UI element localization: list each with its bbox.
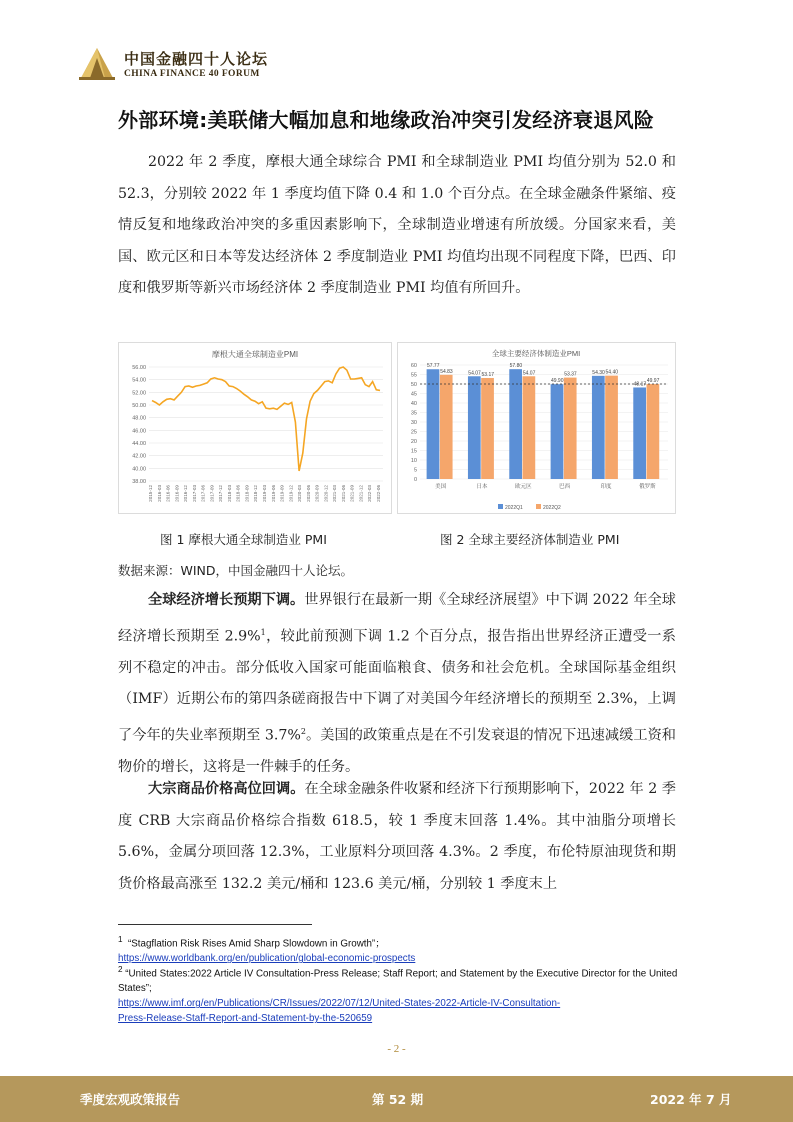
chart2-data-label: 53.37 — [564, 371, 577, 378]
chart2-ytick-label: 45 — [410, 391, 417, 398]
chart1-ytick-label: 52.00 — [132, 390, 146, 397]
section-title: 外部环境:美联储大幅加息和地缘政治冲突引发经济衰退风险 — [118, 108, 655, 132]
chart1-xtick-label: 2019-12 — [288, 485, 294, 502]
org-name-en: CHINA FINANCE 40 FORUM — [124, 69, 260, 79]
chart2-ytick-label: 0 — [413, 477, 417, 483]
footnote-2-link[interactable]: https://www.imf.org/en/Publications/CR/Issues/2022/07/12/United-States-2022-Article-IV-Consultation- Press-Release-Staff-Report-and-Statement-by-the-520659 — [118, 998, 561, 1025]
chart2-ytick-label: 5 — [413, 467, 417, 474]
chart2-category-label: 巴西 — [559, 484, 571, 490]
chart2-data-label: 54.40 — [605, 369, 619, 376]
chart1-xtick-label: 2016-03 — [156, 485, 162, 502]
chart1-xtick-label: 2015-12 — [148, 485, 153, 502]
paragraph-lead-commodities: 大宗商品价格高位回调。 — [148, 781, 305, 797]
chart1-ytick-label: 44.00 — [132, 441, 146, 447]
chart2-category-label: 俄罗斯 — [639, 484, 656, 490]
chart2-data-label: 54.07 — [468, 370, 481, 377]
chart2-bar-2022Q1 — [427, 369, 440, 479]
footer-issue: 第 52 期 — [372, 1092, 424, 1107]
paragraph-growth-outlook: 全球经济增长预期下调。世界银行在最新一期《全球经济展望》中下调 2022 年全球经济增长预期至 2.9%$^1$，较此前预测下调 1.2 个百分点，报告指出世界经济正遭受一系列不稳定的冲击。部分低收入国家可能面临粮食、债务和社会危机。全球国际基金组织（IMF）近期公布的第四条磋商报告中下调了对美国今年经济增长的预期至 2.3%，上调了今年的失业率预期至 3.7%$^2$。美国的政策重点是在不引发衰退的情况下迅速减缓工资和物价的增长，这将是一件棘手的任务。 — [118, 592, 676, 775]
chart2-bar-2022Q2 — [440, 375, 453, 479]
paragraph-lead-growth: 全球经济增长预期下调。 — [148, 592, 305, 608]
footnote-1: $^1$ “Stagflation Risk Rises Amid Sharp Slowdown in Growth”； https://www.worldbank.org/en/publication/global-economic-prospects — [118, 935, 416, 965]
chart2-ytick-label: 35 — [410, 410, 417, 417]
org-name-cn: 中国金融四十人论坛 — [124, 50, 269, 68]
chart1-ytick-label: 42.00 — [132, 453, 146, 460]
chart1-xtick-label: 2021-12 — [358, 485, 364, 502]
chart2-ytick-label: 30 — [410, 420, 417, 426]
chart2-data-label: 49.97 — [646, 378, 660, 385]
chart2-category-label: 印度 — [600, 484, 612, 490]
chart2-data-label: 49.90 — [550, 378, 564, 385]
chart2-bar-2022Q2 — [605, 376, 618, 479]
chart2-ytick-label: 25 — [410, 429, 417, 436]
forum-logo-icon — [78, 44, 116, 82]
chart2-ytick-label: 20 — [410, 439, 417, 445]
paragraph-pmi-overview: 2022 年 2 季度，摩根大通全球综合 PMI 和全球制造业 PMI 均值分别为 52.0 和 52.3，分别较 2022 年 1 季度均值下降 0.4 和 1.0 个百分点。在全球金融条件紧缩、疫情反复和地缘政治冲突的多重因素影响下，全球制造业增速有所放缓。分国家来看，美国、欧元区和日本等发达经济体 2 季度制造业 PMI 均值均出现不同程度下降，巴西、印度和俄罗斯等新兴市场经济体 2 季度制造业 PMI 均值有所回升。 — [118, 154, 676, 296]
chart2-bar-2022Q1 — [633, 387, 646, 479]
chart1-xtick-label: 2022-06 — [376, 485, 381, 502]
page-footer — [0, 1076, 793, 1122]
chart2-data-label: 48.17 — [633, 381, 647, 388]
chart2-ytick-label: 10 — [410, 458, 417, 464]
chart2-bar-2022Q2 — [564, 378, 577, 479]
legend-swatch-q2 — [536, 504, 541, 509]
chart2-title: 全球主要经济体制造业PMI — [491, 349, 581, 358]
chart1-xtick-label: 2020-12 — [323, 485, 329, 502]
footnote-divider — [118, 924, 312, 925]
chart1-xtick-label: 2016-12 — [183, 485, 189, 502]
chart1-xtick-label: 2016-06 — [165, 485, 171, 502]
jpm-global-pmi-line-chart — [118, 342, 392, 514]
chart2-ytick-label: 40 — [410, 401, 417, 407]
chart1-xtick-label: 2017-09 — [209, 485, 215, 502]
chart2-bar-2022Q1 — [509, 369, 522, 479]
chart1-xtick-label: 2020-06 — [305, 485, 311, 502]
figure1-caption: 图 1 摩根大通全球制造业 PMI — [160, 532, 327, 547]
chart1-xtick-label: 2016-09 — [174, 485, 180, 502]
chart1-xtick-label: 2018-06 — [235, 485, 241, 502]
chart2-data-label: 57.80 — [509, 363, 523, 370]
chart2-data-label: 53.17 — [481, 371, 495, 378]
chart1-xtick-label: 2021-06 — [340, 485, 346, 502]
chart1-series-line — [152, 367, 380, 471]
chart2-data-label: 54.83 — [440, 368, 453, 375]
legend-label-q2: 2022Q2 — [543, 505, 561, 511]
chart1-ytick-label: 48.00 — [132, 415, 146, 422]
chart1-xtick-label: 2019-09 — [279, 485, 285, 502]
chart1-ytick-label: 54.00 — [132, 377, 146, 384]
chart1-xtick-label: 2022-03 — [367, 485, 373, 502]
chart2-legend — [498, 504, 561, 511]
figure2-caption: 图 2 全球主要经济体制造业 PMI — [440, 532, 620, 547]
chart1-xtick-label: 2018-03 — [226, 485, 232, 502]
chart2-ytick-label: 60 — [410, 363, 417, 369]
chart2-bar-2022Q2 — [647, 384, 660, 479]
chart1-title: 摩根大通全球制造业PMI — [211, 350, 299, 359]
chart2-ytick-label: 50 — [410, 382, 417, 388]
chart2-data-label: 54.30 — [592, 369, 605, 376]
chart1-xtick-label: 2017-12 — [218, 485, 224, 502]
chart2-category-label: 日本 — [476, 484, 488, 490]
chart2-bar-2022Q2 — [523, 376, 536, 479]
page-number: - 2 - — [387, 1043, 406, 1055]
chart2-bar-2022Q1 — [551, 384, 564, 479]
chart1-xtick-label: 2021-03 — [332, 485, 338, 502]
data-source: 数据来源：WIND，中国金融四十人论坛。 — [118, 563, 354, 578]
chart2-category-label: 美国 — [435, 484, 447, 490]
legend-swatch-q1 — [498, 504, 503, 509]
chart2-bar-2022Q1 — [592, 376, 605, 479]
chart1-xtick-label: 2020-03 — [297, 485, 303, 502]
chart1-ytick-label: 56.00 — [132, 365, 146, 371]
chart1-xtick-label: 2019-03 — [262, 485, 267, 502]
chart2-bar-2022Q2 — [481, 378, 494, 479]
footnote-2: $^2$ “United States:2022 Article IV Consultation-Press Release; Staff Report; and Statement by the Executive Director for the United States”; https://www.imf.org/en/Publications/CR/Issues/2022/07/12/United-States-2022-Article-IV-Consultation- Press-Release-Staff-Report-and-Statement-by-the-520659 — [118, 965, 678, 1025]
chart1-ytick-label: 38.00 — [132, 479, 146, 485]
footnote-ref-1[interactable]: 1 — [260, 627, 266, 637]
chart1-xtick-label: 2018-12 — [253, 485, 259, 502]
legend-label-q1: 2022Q1 — [505, 505, 523, 511]
chart1-xtick-label: 2021-09 — [349, 485, 355, 502]
chart1-ytick-label: 50.00 — [132, 403, 146, 409]
chart1-ytick-label: 40.00 — [132, 466, 146, 473]
chart1-ytick-label: 46.00 — [132, 428, 146, 435]
footnote-ref-2[interactable]: 2 — [300, 726, 306, 736]
chart1-xtick-label: 2017-06 — [200, 485, 206, 502]
chart2-data-label: 54.07 — [522, 370, 536, 377]
footnote-1-link[interactable]: https://www.worldbank.org/en/publication/global-economic-prospects — [118, 953, 416, 965]
chart1-xtick-label: 2017-03 — [191, 485, 197, 502]
chart1-xtick-label: 2020-09 — [314, 485, 320, 502]
major-economies-pmi-bar-chart — [397, 342, 676, 514]
chart2-data-label: 57.77 — [426, 363, 440, 370]
chart2-ytick-label: 55 — [410, 372, 417, 379]
paragraph-commodities: 大宗商品价格高位回调。在全球金融条件收紧和经济下行预期影响下，2022 年 2 季度 CRB 大宗商品价格综合指数 618.5，较 1 季度末回落 1.4%。其中油脂分项增长 5.6%，金属分项回落 12.3%，工业原料分项回落 4.3%。2 季度，布伦特原油现货和期货价格最高涨至 132.2 美元/桶和 123.6 美元/桶，分别较 1 季度末上 — [118, 781, 676, 892]
chart2-ytick-label: 15 — [410, 448, 417, 455]
chart2-category-label: 欧元区 — [515, 484, 532, 490]
chart1-xtick-label: 2018-09 — [244, 485, 250, 502]
chart1-xtick-label: 2019-06 — [270, 485, 276, 502]
chart2-bar-2022Q1 — [468, 376, 481, 479]
footer-date: 2022 年 7 月 — [650, 1092, 732, 1107]
footer-report-name: 季度宏观政策报告 — [80, 1092, 181, 1107]
